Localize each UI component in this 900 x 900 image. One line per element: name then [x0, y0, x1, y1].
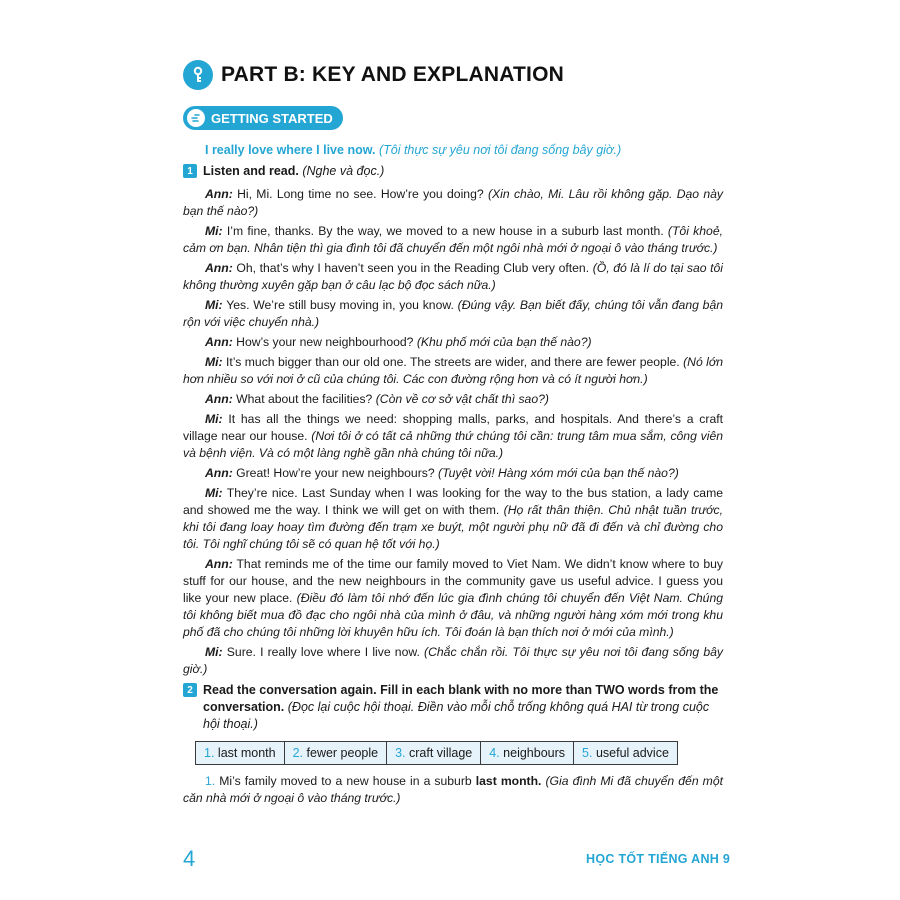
line-translation: (Đúng vậy. Bạn biết đấy, chúng tôi vẫn đang bận rộn với việc chuyển nhà.) — [183, 298, 724, 329]
line-english: Great! How’re your new neighbours? — [236, 466, 435, 480]
speaker: Ann: — [205, 557, 233, 571]
speaker: Mi: — [205, 355, 223, 369]
section-badge — [183, 106, 343, 130]
dialogue-line — [183, 334, 723, 351]
line-translation: (Chắc chắn rồi. Tôi thực sự yêu nơi tôi đang sống bây giờ.) — [183, 645, 724, 676]
book-title: HỌC TỐT TIẾNG ANH 9 — [586, 852, 731, 866]
line-translation: (Nó lớn hơn nhiều so với nơi ở cũ của chúng tôi. Các con đường rộng hơn và có ít người hơn.) — [183, 355, 724, 386]
line-english: They’re nice. Last Sunday when I was looking for the way to the bus station, a lady came and showed me the way. I think we will get on with them. — [183, 486, 723, 517]
dialogue-line — [183, 556, 723, 641]
dialogue-line — [183, 297, 723, 331]
dialogue-line — [183, 186, 723, 220]
speaker: Ann: — [205, 261, 233, 275]
answer-cell: 4. neighbours — [481, 742, 574, 765]
task-number-badge: 1 — [183, 164, 197, 178]
item-number: 1. — [205, 774, 216, 788]
speaker: Mi: — [205, 224, 223, 238]
line-english: It’s much bigger than our old one. The streets are wider, and there are fewer people. — [226, 355, 680, 369]
task-1-instruction — [183, 163, 723, 180]
line-translation: (Nơi tôi ở có tất cả những thứ chúng tôi cần: trung tâm mua sắm, công viên và bệnh viện. Và có một làng nghề gần nhà chúng tôi nữa.) — [183, 429, 723, 460]
dialogue-line — [183, 644, 723, 678]
table-row — [196, 742, 678, 765]
line-translation: (Ồ, đó là lí do tại sao tôi không thường xuyên gặp bạn ở câu lạc bộ đọc sách nữa.) — [183, 261, 724, 292]
page-number: 4 — [183, 846, 196, 871]
speaker: Ann: — [205, 187, 233, 201]
item-sentence: Mi’s family moved to a new house in a suburb — [219, 774, 472, 788]
task-1-translation: (Nghe và đọc.) — [302, 164, 385, 178]
line-translation: (Điều đó làm tôi nhớ đến lúc gia đình chúng tôi chuyển đến Việt Nam. Chúng tôi không biết mua đồ đạc cho ngôi nhà của mình ở đâu, và những người hàng xóm mới trong khu phố đã cho chúng tôi những lời khuyên hữu ích. Tôi đoán là bạn thích nơi ở mới của mình.) — [183, 591, 724, 639]
dialogue — [183, 186, 723, 678]
lesson-title — [183, 142, 723, 159]
line-english: How’s your new neighbourhood? — [236, 335, 414, 349]
line-translation: (Còn về cơ sở vật chất thì sao?) — [375, 392, 549, 406]
line-translation: (Họ rất thân thiện. Chủ nhật tuần trước, khi tôi đang loay hoay tìm đường đến trạm xe buýt, một người phụ nữ đã đi đến và chỉ đường cho tôi. Tôi nghĩ chúng tôi sẽ có quan hệ tốt với họ.) — [183, 503, 723, 551]
part-header — [183, 50, 723, 100]
key-icon — [183, 60, 213, 90]
lesson-title-en: I really love where I live now. — [205, 143, 376, 157]
explanation-item — [183, 773, 723, 807]
dialogue-line — [183, 260, 723, 294]
task-1-label: Listen and read. — [203, 164, 299, 178]
item-translation: (Gia đình Mi đã chuyển đến một căn nhà mới ở ngoại ô vào tháng trước.) — [183, 774, 723, 805]
speaker: Mi: — [205, 645, 223, 659]
dialogue-line — [183, 354, 723, 388]
task-2-instruction — [183, 682, 723, 733]
line-translation: (Tuyệt vời! Hàng xóm mới của bạn thế nào?) — [438, 466, 679, 480]
line-translation: (Tôi khoẻ, cảm ơn bạn. Nhân tiện thì gia đình tôi đã chuyển đến một ngôi nhà mới ở ngoại ô vào tháng trước.) — [183, 224, 723, 255]
lesson-title-vi: (Tôi thực sự yêu nơi tôi đang sống bây giờ.) — [378, 143, 622, 157]
section-label: GETTING STARTED — [211, 110, 333, 126]
line-english: It has all the things we need: shopping malls, parks, and hospitals. And there’s a craft village near our house. — [183, 412, 724, 443]
page-title: PART B: KEY AND EXPLANATION — [221, 63, 564, 86]
hand-pointer-icon — [187, 109, 205, 127]
line-translation: (Khu phố mới của bạn thế nào?) — [416, 335, 592, 349]
line-english: Hi, Mi. Long time no see. How’re you doing? — [237, 187, 484, 201]
line-english: Oh, that’s why I haven’t seen you in the Reading Club very often. — [236, 261, 590, 275]
item-answer: last month. — [475, 774, 542, 788]
speaker: Mi: — [205, 298, 223, 312]
dialogue-line — [183, 223, 723, 257]
dialogue-line — [183, 465, 723, 482]
task-number-badge: 2 — [183, 683, 197, 697]
answer-cell: 1. last month — [196, 742, 285, 765]
answer-table — [195, 741, 678, 765]
line-english: Sure. I really love where I live now. — [226, 645, 420, 659]
speaker: Mi: — [205, 412, 223, 426]
textbook-page — [183, 50, 723, 810]
answer-cell: 2. fewer people — [284, 742, 387, 765]
line-english: What about the facilities? — [236, 392, 373, 406]
dialogue-line — [183, 411, 723, 462]
task-2-translation: (Đọc lại cuộc hội thoại. Điền vào mỗi chỗ trống không quá HAI từ trong cuộc hội thoại.) — [203, 700, 710, 731]
line-english: That reminds me of the time our family moved to Viet Nam. We didn’t know where to buy stuff for our house, and the new neighbours in the community gave us useful advice. I guess you like your new place. — [183, 557, 723, 605]
speaker: Ann: — [205, 392, 233, 406]
speaker: Ann: — [205, 335, 233, 349]
line-english: Yes. We’re still busy moving in, you know. — [226, 298, 454, 312]
line-english: I’m fine, thanks. By the way, we moved to a new house in a suburb last month. — [226, 224, 664, 238]
answer-cell: 3. craft village — [387, 742, 481, 765]
line-translation: (Xin chào, Mi. Lâu rồi không gặp. Dạo này bạn thế nào?) — [183, 187, 724, 218]
task-2-label: Read the conversation again. Fill in each blank with no more than TWO words from the conversation. — [203, 683, 719, 714]
speaker: Ann: — [205, 466, 233, 480]
dialogue-line — [183, 391, 723, 408]
dialogue-line — [183, 485, 723, 553]
answer-cell: 5. useful advice — [574, 742, 678, 765]
speaker: Mi: — [205, 486, 223, 500]
